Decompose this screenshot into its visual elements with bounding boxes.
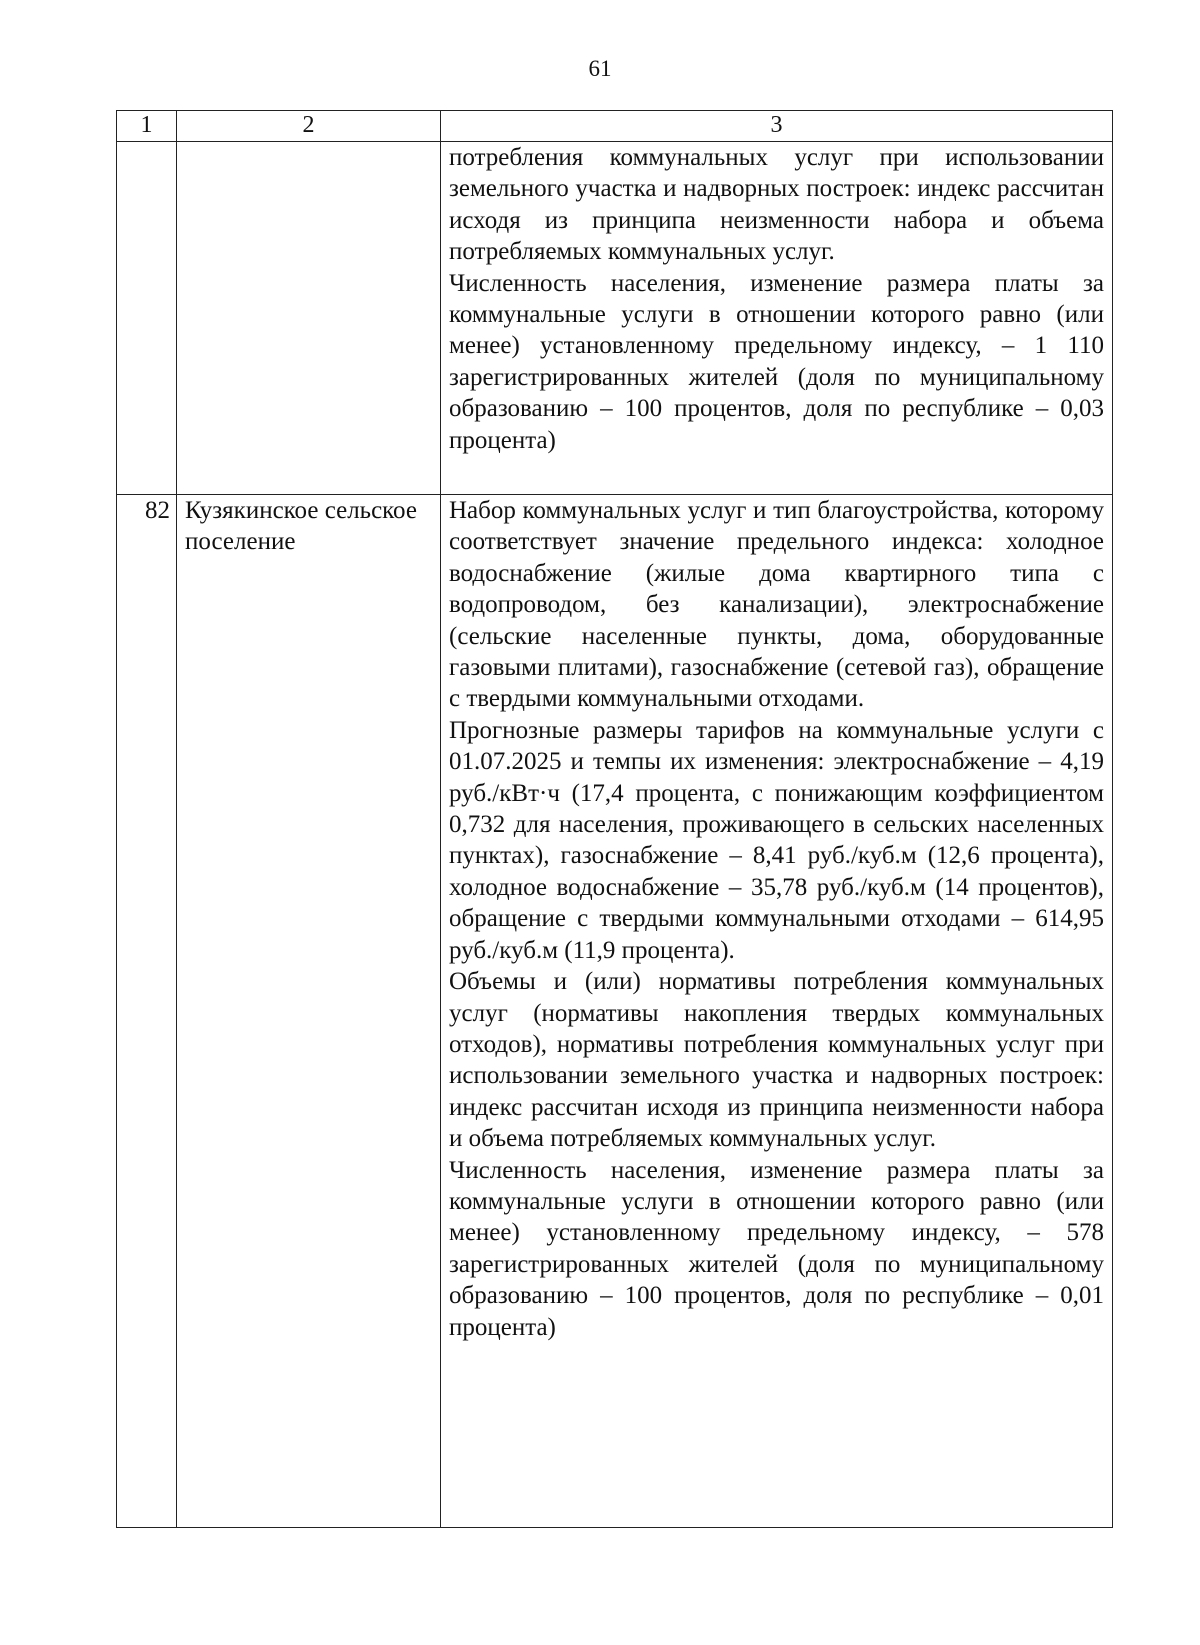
header-col-1: 1 bbox=[117, 111, 177, 142]
description-paragraph: Набор коммунальных услуг и тип благоустройства, которому соответствует значение предельного индекса: холодное водоснабжение (жилые дома квартирного типа с водопроводом, без канализации), электроснабжение (сельские населенные пункты, дома, оборудованные газовыми плитами), газоснабжение (сетевой газ), обращение с твердыми коммунальными отходами. bbox=[449, 497, 1104, 713]
table-header-row bbox=[117, 111, 1113, 142]
description-paragraph: Прогнозные размеры тарифов на коммунальные услуги с 01.07.2025 и темпы их изменения: электроснабжение – 4,19 руб./кВт·ч (17,4 процента, с понижающим коэффициентом 0,732 для населения, проживающего в сельских населенных пунктах), газоснабжение – 8,41 руб./куб.м (12,6 процента), холодное водоснабжение – 35,78 руб./куб.м (14 процентов), обращение с твердыми коммунальными отходами – 614,95 руб./куб.м (11,9 процента). bbox=[449, 716, 1104, 964]
tariff-table bbox=[116, 110, 1113, 1528]
settlement-name: Кузякинское сельское поселение bbox=[177, 495, 441, 1528]
row-number-cell-empty bbox=[117, 142, 177, 495]
header-col-2: 2 bbox=[177, 111, 441, 142]
description-paragraph: Численность населения, изменение размера платы за коммунальные услуги в отношении которого равно (или менее) установленному предельному индексу, – 578 зарегистрированных жителей (доля по муниципальному образованию – 100 процентов, доля по республике – 0,01 процента) bbox=[449, 1156, 1104, 1341]
row-description-cell bbox=[441, 142, 1113, 495]
page-number: 61 bbox=[588, 56, 612, 81]
table-row-82 bbox=[117, 495, 1113, 1528]
header-col-3: 3 bbox=[441, 111, 1113, 142]
table-row-continued bbox=[117, 142, 1113, 495]
description-paragraph: Объемы и (или) нормативы потребления коммунальных услуг (нормативы накопления твердых коммунальных отходов), нормативы потребления коммунальных услуг при использовании земельного участка и надворных построек: индекс рассчитан исходя из принципа неизменности набора и объема потребляемых коммунальных услуг. bbox=[449, 968, 1104, 1153]
row-number: 82 bbox=[117, 495, 177, 1528]
row-description-cell bbox=[441, 495, 1113, 1528]
row-name-cell-empty bbox=[177, 142, 441, 495]
description-paragraph: Численность населения, изменение размера платы за коммунальные услуги в отношении которого равно (или менее) установленному предельному индексу, – 1 110 зарегистрированных жителей (доля по муниципальному образованию – 100 процентов, доля по республике – 0,03 процента) bbox=[449, 269, 1104, 454]
description-paragraph: потребления коммунальных услуг при использовании земельного участка и надворных построек: индекс рассчитан исходя из принципа неизменности набора и объема потребляемых коммунальных услуг. bbox=[449, 144, 1104, 266]
